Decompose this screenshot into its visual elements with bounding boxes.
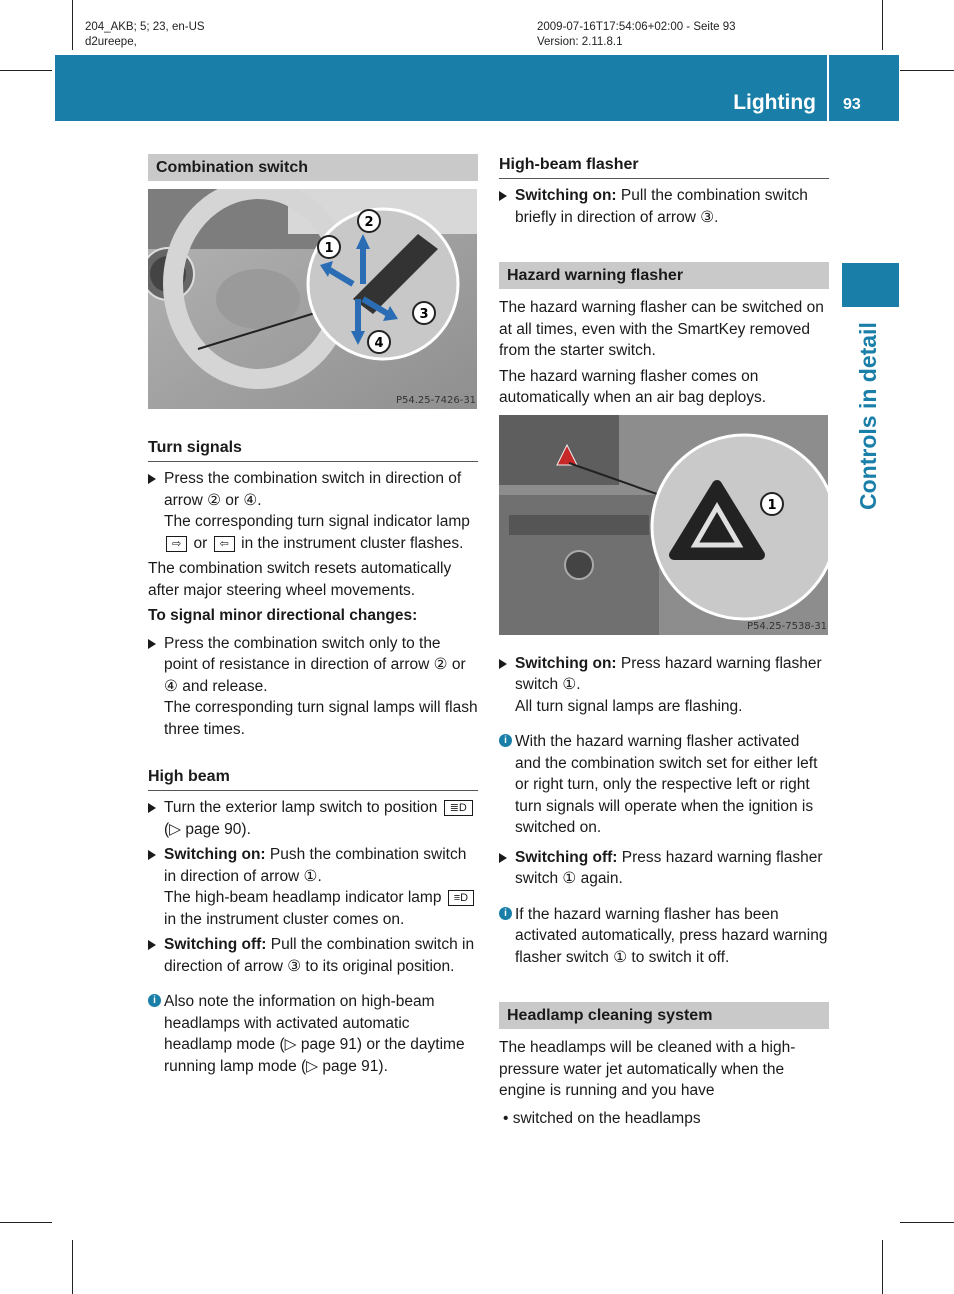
chapter-label: Controls in detail <box>855 322 881 510</box>
info-text: If the hazard warning flasher has been activated automatically, press hazard warning flasher switch ① to switch it off. <box>515 905 828 966</box>
low-beam-icon: ≣D <box>444 800 473 816</box>
figure-code: P54.25-7426-31 <box>396 395 477 406</box>
section-heading-hazard: Hazard warning flasher <box>499 262 829 289</box>
crop-mark <box>0 70 52 71</box>
info-icon: i <box>499 734 512 747</box>
step-text: Pull the combination switch briefly in direction of arrow ③. <box>515 187 808 226</box>
doc-user: d2ureepe, <box>85 36 137 48</box>
section-heading-turn-signals: Turn signals <box>148 437 478 462</box>
high-beam-step-1 <box>148 797 478 840</box>
connector-text: or <box>193 534 208 552</box>
step-arrow-icon <box>148 474 156 484</box>
info-text: Also note the information on high-beam headlamps with activated automatic headlamp mode (▷ page 91) or the daytime running lamp mode (▷ page 91). <box>164 993 465 1075</box>
hazard-off-step <box>499 847 829 890</box>
hazard-switch-illustration <box>499 415 828 635</box>
crop-mark <box>72 1240 73 1294</box>
section-heading-headlamp-cleaning: Headlamp cleaning system <box>499 1002 829 1029</box>
info-icon: i <box>148 994 161 1007</box>
step-label: Switching on: <box>164 846 266 863</box>
combination-switch-illustration <box>148 189 477 409</box>
crop-mark <box>882 1240 883 1294</box>
minor-changes-heading: To signal minor directional changes: <box>148 607 418 624</box>
callout-2: 2 <box>364 215 374 230</box>
turn-left-indicator-icon: ⇦ <box>214 536 235 552</box>
step-arrow-icon <box>499 191 507 201</box>
doc-version: Version: 2.11.8.1 <box>537 36 623 48</box>
headlamp-cleaning-paragraph: The headlamps will be cleaned with a high-pressure water jet automatically when the engine is running and you have <box>499 1039 796 1099</box>
headlamp-cleaning-bullet: • switched on the headlamps <box>503 1109 701 1127</box>
crop-mark <box>882 0 883 50</box>
left-column <box>148 154 478 1081</box>
section-heading-high-beam: High beam <box>148 766 478 791</box>
step-label: Switching off: <box>515 848 618 866</box>
right-column <box>499 154 829 1133</box>
hazard-on-step <box>499 653 829 718</box>
figure-code: P54.25-7538-31 <box>747 620 828 632</box>
callout-3: 3 <box>419 307 429 322</box>
step-arrow-icon <box>148 850 156 860</box>
flasher-on-step <box>499 185 829 228</box>
turn-signal-step-1 <box>148 468 478 554</box>
step-result: All turn signal lamps are flashing. <box>515 697 743 715</box>
callout-hazard-1: 1 <box>767 497 777 513</box>
turn-right-indicator-icon: ⇨ <box>166 536 187 552</box>
step-arrow-icon <box>148 639 156 649</box>
crop-mark <box>72 0 73 50</box>
hazard-info-2 <box>499 904 829 969</box>
step-result-cont: in the instrument cluster flashes. <box>241 534 464 552</box>
step-result: The corresponding turn signal indicator lamp <box>164 513 470 530</box>
step-result-cont: in the instrument cluster comes on. <box>164 910 405 928</box>
step-arrow-icon <box>148 940 156 950</box>
hazard-paragraph-1: The hazard warning flasher can be switched on at all times, even with the SmartKey removed from the starter switch. <box>499 299 824 359</box>
step-label: Switching on: <box>515 187 617 204</box>
step-text: Pull the combination switch in direction of arrow ③ to its original position. <box>164 936 475 975</box>
high-beam-icon: ≡D <box>448 890 474 906</box>
hazard-switch-figure <box>499 415 828 635</box>
step-arrow-icon <box>499 659 507 669</box>
crop-mark <box>0 1222 52 1223</box>
step-text: Push the combination switch in direction of arrow ①. <box>164 846 467 885</box>
reset-note: The combination switch resets automatically after major steering wheel movements. <box>148 560 452 599</box>
step-arrow-icon <box>148 803 156 813</box>
callout-1: 1 <box>324 241 334 256</box>
crop-mark <box>900 1222 954 1223</box>
header-divider <box>827 55 829 121</box>
high-beam-on-step <box>148 844 478 930</box>
step-label: Switching on: <box>515 654 617 672</box>
info-icon: i <box>499 907 512 920</box>
hazard-info-1 <box>499 731 829 839</box>
step-label: Switching off: <box>164 936 267 953</box>
step-text: Press the combination switch only to the point of resistance in direction of arrow ② or ④ and release. <box>164 634 466 695</box>
high-beam-info <box>148 991 478 1077</box>
section-heading-combination-switch: Combination switch <box>148 154 478 181</box>
section-heading-high-beam-flasher: High-beam flasher <box>499 154 829 179</box>
chapter-tab <box>842 263 899 307</box>
page-number: 93 <box>843 96 861 113</box>
turn-signal-step-2 <box>148 633 478 741</box>
step-result: The corresponding turn signal lamps will flash three times. <box>164 699 478 738</box>
callout-4: 4 <box>374 336 384 351</box>
hazard-paragraph-2: The hazard warning flasher comes on automatically when an air bag deploys. <box>499 367 767 406</box>
doc-timestamp: 2009-07-16T17:54:06+02:00 - Seite 93 <box>537 21 736 33</box>
step-text: Turn the exterior lamp switch to position <box>164 799 438 816</box>
step-text: Press hazard warning flasher switch ①. <box>515 654 822 693</box>
combination-switch-figure <box>148 189 477 409</box>
step-text: Press the combination switch in direction of arrow ② or ④. <box>164 470 462 509</box>
page-ref: (▷ page 90). <box>164 820 251 838</box>
page-title: Lighting <box>733 91 816 114</box>
step-text: Press hazard warning flasher switch ① again. <box>515 848 823 887</box>
crop-mark <box>900 70 954 71</box>
info-text: With the hazard warning flasher activated and the combination switch set for either left or right turn, only the respective left or right turn signals will operate when the ignition is switched on. <box>515 733 818 836</box>
high-beam-off-step <box>148 934 478 977</box>
doc-id: 204_AKB; 5; 23, en-US <box>85 21 205 33</box>
step-result: The high-beam headlamp indicator lamp <box>164 889 442 906</box>
step-arrow-icon <box>499 853 507 863</box>
